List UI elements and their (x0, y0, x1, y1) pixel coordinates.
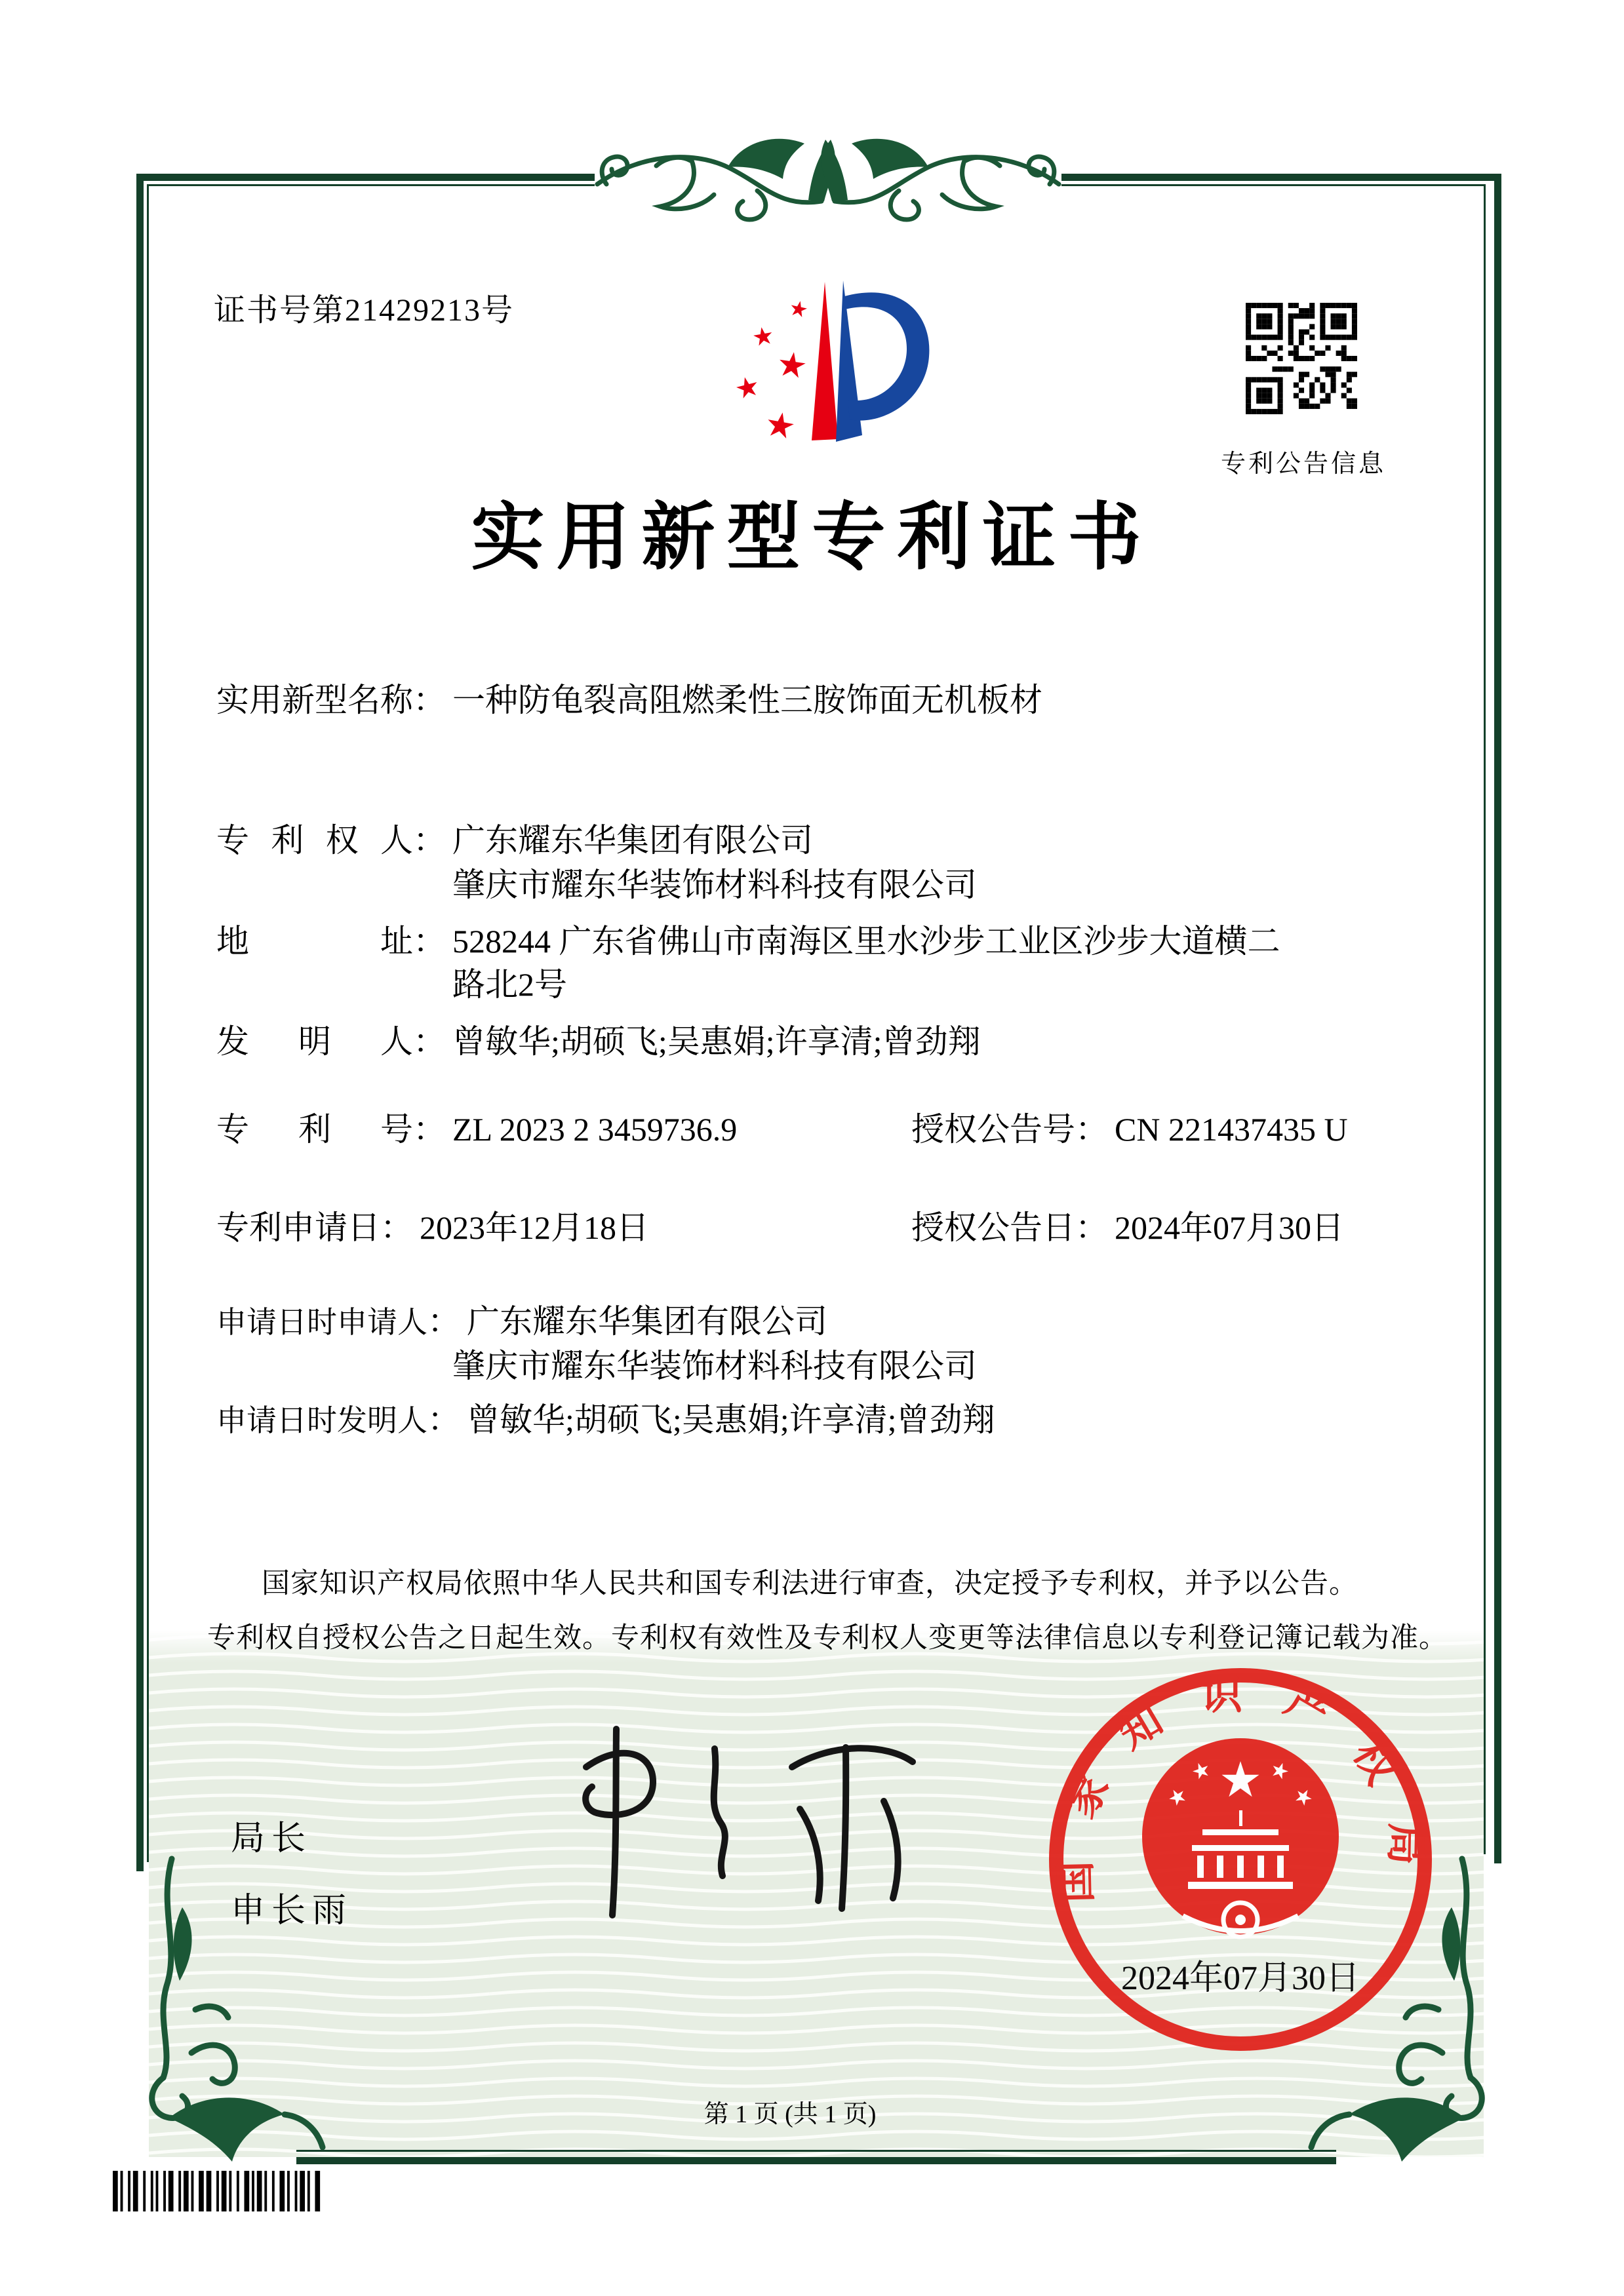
field-label-name: 实用新型名称 (216, 682, 413, 718)
certificate-number: 证书号第21429213号 (214, 293, 515, 328)
field-label-applicant: 申请日时申请人 (216, 1306, 427, 1339)
page-number: 第 1 页 (共 1 页) (703, 2101, 877, 2128)
colon: ： (413, 822, 446, 859)
field-row-grant-date (911, 1201, 1344, 1249)
frame-inner-bottom-line (296, 2150, 1336, 2152)
field-row-name (216, 674, 1042, 721)
field-value-address-line1: 528244 广东省佛山市南海区里水沙步工业区沙步大道横二 (452, 923, 1280, 960)
field-label-applicant-inventor: 申请日时发明人 (216, 1404, 427, 1437)
colon: ： (427, 1303, 460, 1340)
field-value-name: 一种防龟裂高阻燃柔性三胺饰面无机板材 (452, 682, 1042, 718)
statutory-paragraph-line2: 专利权自授权公告之日起生效。专利权有效性及专利权人变更等法律信息以专利登记簿记载为准。 (207, 1623, 1448, 1654)
field-value-grant-no: CN 221437435 U (1115, 1111, 1348, 1148)
frame-inner-left-line (147, 184, 149, 1862)
field-label-inventor: 发明人 (216, 1023, 413, 1060)
field-value-patentee-line1: 广东耀东华集团有限公司 (452, 822, 813, 859)
frame-right-line (1494, 174, 1501, 1863)
frame-left-line (136, 174, 144, 1871)
frame-top-left-segment (136, 174, 595, 181)
field-row-inventor (216, 1015, 981, 1062)
field-label-grant-no: 授权公告号 (911, 1111, 1075, 1148)
field-value-filing-date: 2023年12月18日 (420, 1209, 649, 1246)
field-row-filing-date (216, 1201, 649, 1249)
seal-date: 2024年07月30日 (1120, 1960, 1360, 1997)
director-name: 申长雨 (231, 1892, 353, 1930)
field-label-filing-date: 专利申请日 (216, 1209, 380, 1246)
field-label-address: 地址 (216, 923, 413, 960)
statutory-paragraph-line1: 国家知识产权局依照中华人民共和国专利法进行审查，决定授予专利权，并予以公告。 (262, 1568, 1358, 1599)
field-value-address-line2: 路北2号 (452, 966, 567, 1003)
top-flourish-ornament (593, 128, 1063, 239)
colon: ： (413, 682, 446, 718)
qr-code (1246, 303, 1357, 414)
seal-ring-text: 国家知识产权局 (1051, 1671, 1430, 1904)
colon: ： (1075, 1111, 1108, 1148)
colon: ： (413, 1111, 446, 1148)
field-value-applicant-inventor: 曾敏华;胡硕飞;吴惠娟;许享清;曾劲翔 (467, 1401, 995, 1438)
official-seal (1044, 1663, 1437, 2056)
field-value-applicant-line2: 肇庆市耀东华装饰材料科技有限公司 (452, 1348, 977, 1384)
colon: ： (413, 1023, 446, 1060)
frame-inner-top-right-segment (1061, 184, 1486, 186)
colon: ： (413, 923, 446, 960)
director-title: 局长 (231, 1820, 313, 1858)
colon: ： (1075, 1209, 1108, 1246)
field-label-patent-no: 专利号 (216, 1111, 413, 1148)
barcode (113, 2171, 323, 2211)
field-row-patent-no (216, 1103, 737, 1150)
frame-inner-right-line (1484, 184, 1486, 1854)
field-row-grant-no (911, 1103, 1348, 1150)
field-label-patentee: 专利权人 (216, 822, 413, 859)
director-signature (518, 1704, 938, 1940)
field-value-applicant-line1: 广东耀东华集团有限公司 (467, 1303, 827, 1340)
field-row-applicant (216, 1295, 827, 1342)
field-label-grant-date: 授权公告日 (911, 1209, 1075, 1246)
field-row-patentee (216, 814, 813, 861)
field-value-patent-no: ZL 2023 2 3459736.9 (452, 1111, 738, 1148)
field-value-inventor: 曾敏华;胡硕飞;吴惠娟;许享清;曾劲翔 (452, 1023, 981, 1060)
field-row-applicant-inventor (216, 1393, 995, 1441)
colon: ： (427, 1401, 460, 1438)
colon: ： (380, 1209, 413, 1246)
frame-inner-top-left-segment (147, 184, 595, 186)
cnipa-logo-icon (700, 275, 943, 472)
field-value-patentee-line2: 肇庆市耀东华装饰材料科技有限公司 (452, 866, 977, 903)
frame-top-right-segment (1061, 174, 1501, 181)
frame-bottom-line (296, 2157, 1336, 2164)
certificate-title: 实用新型专利证书 (471, 497, 1153, 579)
qr-caption: 专利公告信息 (1220, 450, 1386, 478)
field-row-address (216, 915, 1280, 962)
field-value-grant-date: 2024年07月30日 (1115, 1209, 1344, 1246)
